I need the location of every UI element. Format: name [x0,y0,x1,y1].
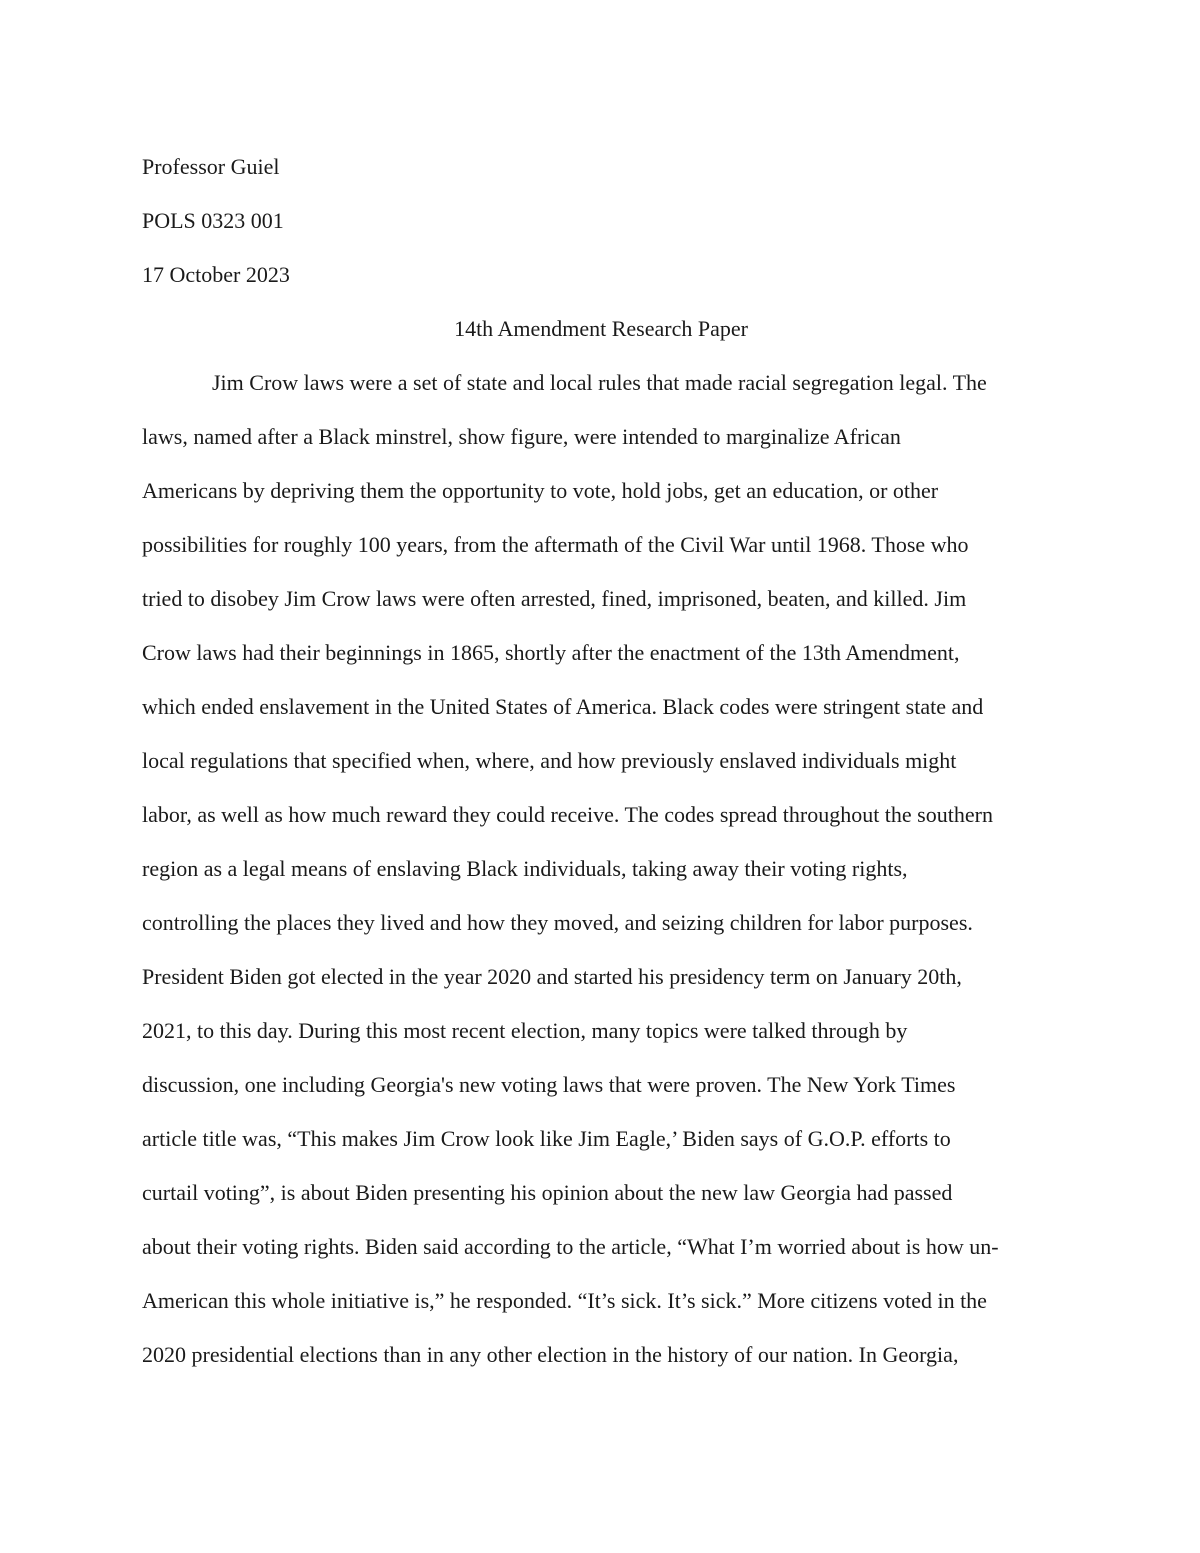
body-line: article title was, “This makes Jim Crow look like Jim Eagle,’ Biden says of G.O.P. efforts to [142,1126,951,1151]
body-line: Crow laws had their beginnings in 1865, shortly after the enactment of the 13th Amendment, [142,640,960,665]
body-line: Jim Crow laws were a set of state and local rules that made racial segregation legal. The [212,370,987,395]
paper-title: 14th Amendment Research Paper [454,316,748,341]
body-line: labor, as well as how much reward they could receive. The codes spread throughout the southern [142,802,993,827]
body-line: local regulations that specified when, where, and how previously enslaved individuals might [142,748,957,773]
body-line: which ended enslavement in the United States of America. Black codes were stringent state and [142,694,984,719]
body-line: American this whole initiative is,” he responded. “It’s sick. It’s sick.” More citizens voted in the [142,1288,987,1313]
body-line: 2021, to this day. During this most recent election, many topics were talked through by [142,1018,908,1043]
body-line: controlling the places they lived and how they moved, and seizing children for labor purposes. [142,910,973,935]
body-line: tried to disobey Jim Crow laws were often arrested, fined, imprisoned, beaten, and killed. Jim [142,586,967,611]
body-line: President Biden got elected in the year 2020 and started his presidency term on January 20th, [142,964,962,989]
body-line: Americans by depriving them the opportunity to vote, hold jobs, get an education, or other [142,478,939,503]
professor-name: Professor Guiel [142,154,280,179]
body-line: 2020 presidential elections than in any other election in the history of our nation. In Georgia, [142,1342,959,1367]
paper-date: 17 October 2023 [142,262,290,287]
body-paragraph [142,356,1062,1382]
paper-content [142,140,1062,1382]
body-line: region as a legal means of enslaving Black individuals, taking away their voting rights, [142,856,908,881]
body-line: about their voting rights. Biden said according to the article, “What I’m worried about is how un- [142,1234,999,1259]
body-line: curtail voting”, is about Biden presenting his opinion about the new law Georgia had passed [142,1180,953,1205]
body-line: laws, named after a Black minstrel, show figure, were intended to marginalize African [142,424,901,449]
body-line: possibilities for roughly 100 years, from the aftermath of the Civil War until 1968. Those who [142,532,969,557]
body-line: discussion, one including Georgia's new voting laws that were proven. The New York Times [142,1072,956,1097]
course-code: POLS 0323 001 [142,208,284,233]
